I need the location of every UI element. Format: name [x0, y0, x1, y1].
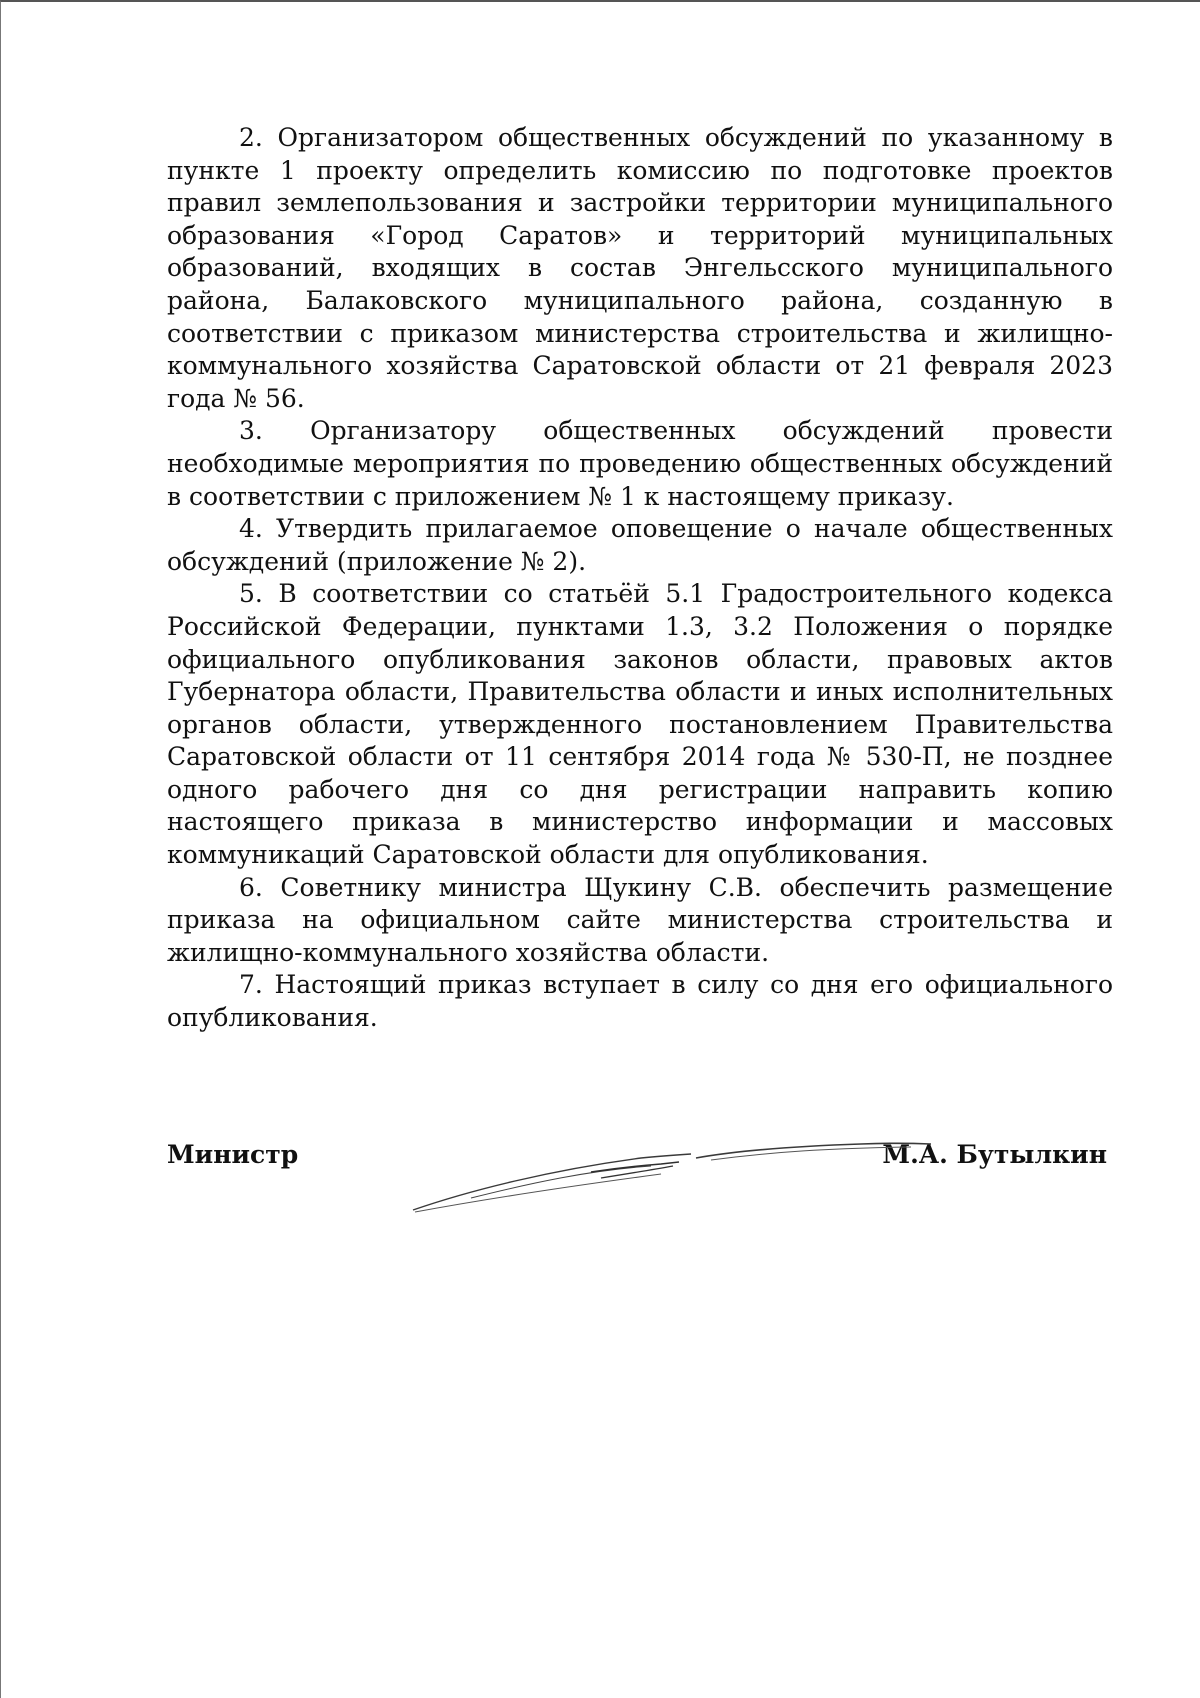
paragraph-2: 2. Организатором общественных обсуждений по указанному в пункте 1 проекту определить комиссию по подготовке проектов правил землепользования и застройки территории муниципального образования «Город Саратов» и территорий муниципальных образований, входящих в состав Энгельсского муниципального района, Балаковского муниципального района, созданную в соответствии с приказом министерства строительства и жилищно-коммунального хозяйства Саратовской области от 21 февраля 2023 года № 56. — [167, 123, 1113, 413]
paragraph-6: 6. Советнику министра Щукину С.В. обеспечить размещение приказа на официальном сайте министерства строительства и жилищно-коммунального хозяйства области. — [167, 872, 1113, 967]
handwritten-signature — [411, 1128, 951, 1218]
paragraph-4: 4. Утвердить прилагаемое оповещение о начале общественных обсуждений (приложение № 2). — [167, 514, 1113, 576]
paragraph-3: 3. Организатору общественных обсуждений провести необходимые мероприятия по проведению общественных обсуждений в соответствии с приложением № 1 к настоящему приказу. — [167, 416, 1113, 511]
signatory-name: М.А. Бутылкин — [882, 1140, 1107, 1169]
paragraph-7: 7. Настоящий приказ вступает в силу со дня его официального опубликования. — [167, 970, 1113, 1033]
document-body — [167, 122, 1113, 1035]
paragraph-5: 5. В соответствии со статьёй 5.1 Градостроительного кодекса Российской Федерации, пунктами 1.3, 3.2 Положения о порядке официального опубликования законов области, правовых актов Губернатора области, Правительства области и иных исполнительных органов области, утвержденного постановлением Правительства Саратовской области от 11 сентября 2014 года № 530-П, не позднее одного рабочего дня со дня регистрации направить копию настоящего приказа в министерство информации и массовых коммуникаций Саратовской области для опубликования. — [167, 579, 1113, 870]
signatory-title: Министр — [167, 1140, 299, 1169]
